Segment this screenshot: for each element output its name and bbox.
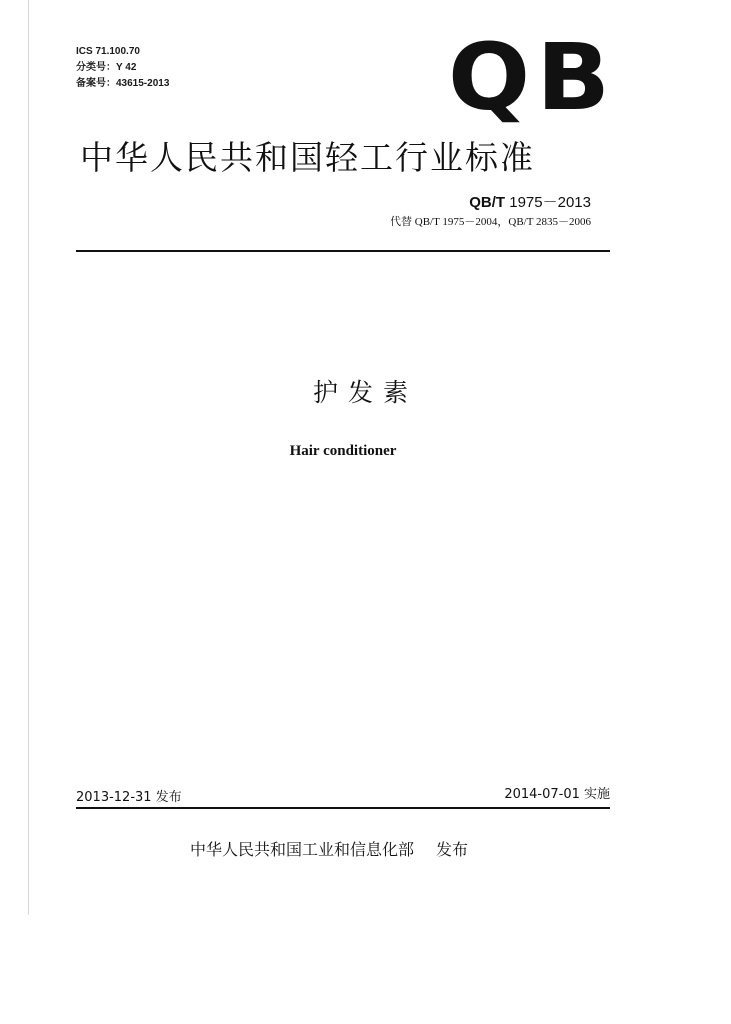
- ics-code: ICS 71.100.70: [76, 46, 140, 57]
- publish-action: 发布: [436, 840, 469, 859]
- replaces-note: 代替 QB/T 1975－2004，QB/T 2835－2006: [390, 216, 591, 228]
- publisher-name: 中华人民共和国工业和信息化部: [190, 840, 415, 859]
- qb-logo: QB: [448, 24, 617, 131]
- top-divider: [76, 250, 610, 252]
- implementation-date: 2014-07-01 实施: [504, 787, 610, 802]
- document-title-en: Hair conditioner: [289, 443, 397, 459]
- classification-code: 分类号：Y 42: [76, 62, 137, 73]
- issue-date: 2013-12-31 发布: [76, 790, 182, 805]
- publisher-line: [190, 838, 468, 862]
- document-title-cn: 护发素: [312, 378, 418, 407]
- filing-number: 备案号：43615-2013: [76, 78, 170, 89]
- document-meta: [76, 44, 169, 92]
- standard-code-number: 1975－2013: [509, 194, 591, 211]
- standard-code-prefix: QB/T: [469, 194, 506, 211]
- standard-number: [469, 193, 591, 213]
- bottom-divider: [76, 807, 610, 809]
- issuer-title: 中华人民共和国轻工行业标准: [80, 138, 535, 177]
